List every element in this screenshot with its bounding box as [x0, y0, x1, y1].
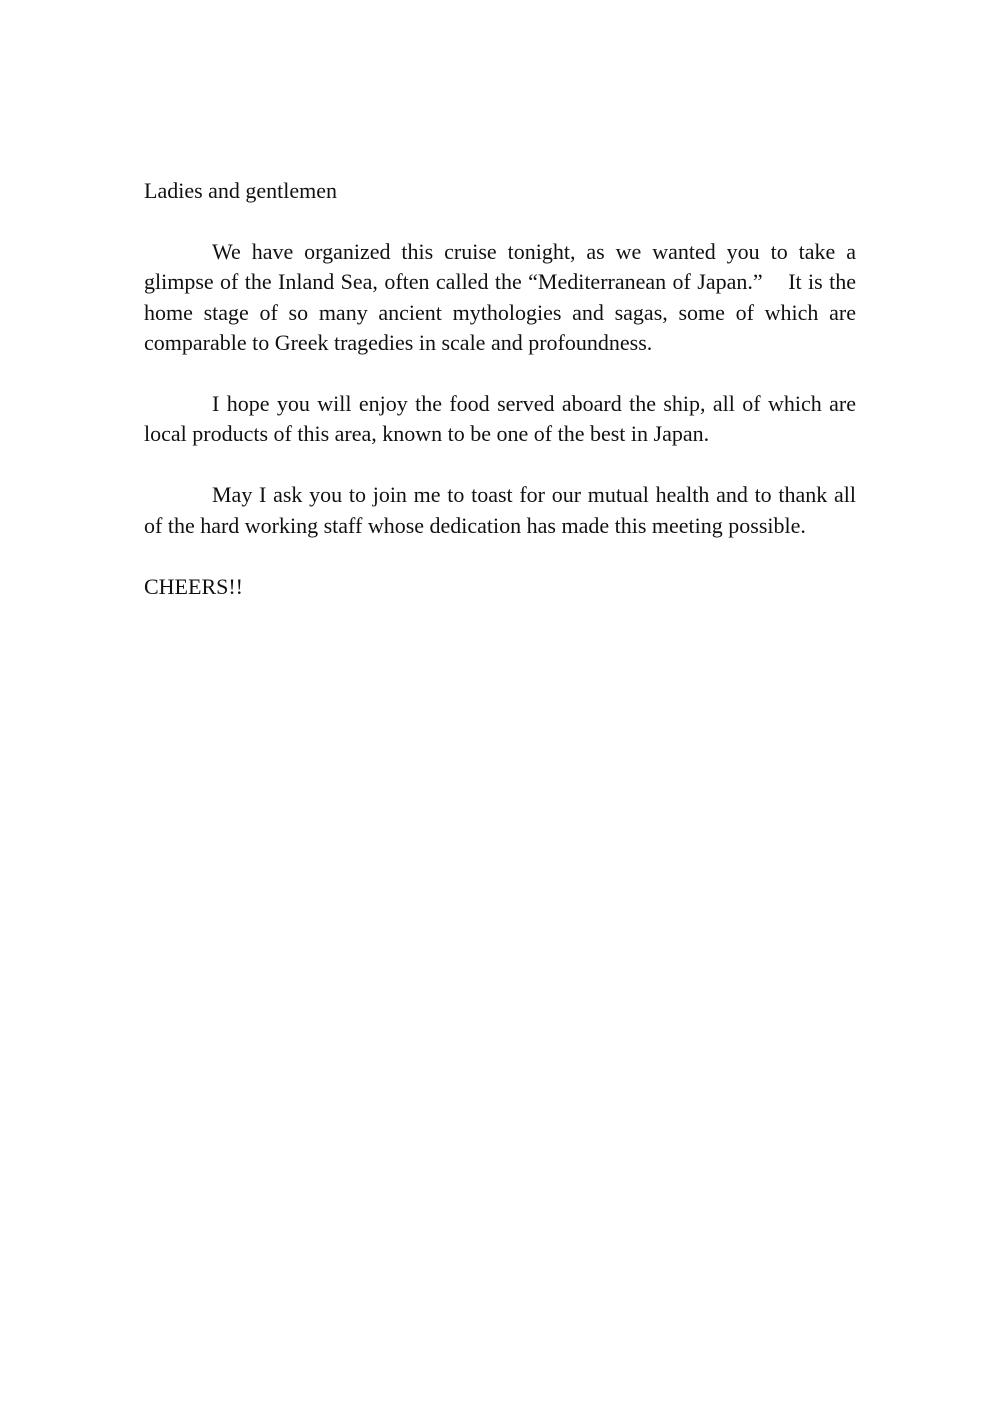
- salutation: Ladies and gentlemen: [144, 178, 338, 203]
- speech-body: [144, 176, 856, 602]
- closing-cheers: CHEERS!!: [144, 573, 243, 599]
- paragraph-food: I hope you will enjoy the food served aboard the ship, all of which are local products of this area, known to be one of the best in Japan.: [144, 391, 856, 447]
- paragraph-cruise-intro: We have organized this cruise tonight, as we wanted you to take a glimpse of the Inland Sea, often called the “Mediterranean of Japan.” It is the home stage of so many ancient mythologies and sagas, some of which are comparable to Greek tragedies in scale and profoundness.: [144, 239, 856, 355]
- paragraph-toast: May I ask you to join me to toast for our mutual health and to thank all of the hard working staff whose dedication has made this meeting possible.: [144, 482, 856, 538]
